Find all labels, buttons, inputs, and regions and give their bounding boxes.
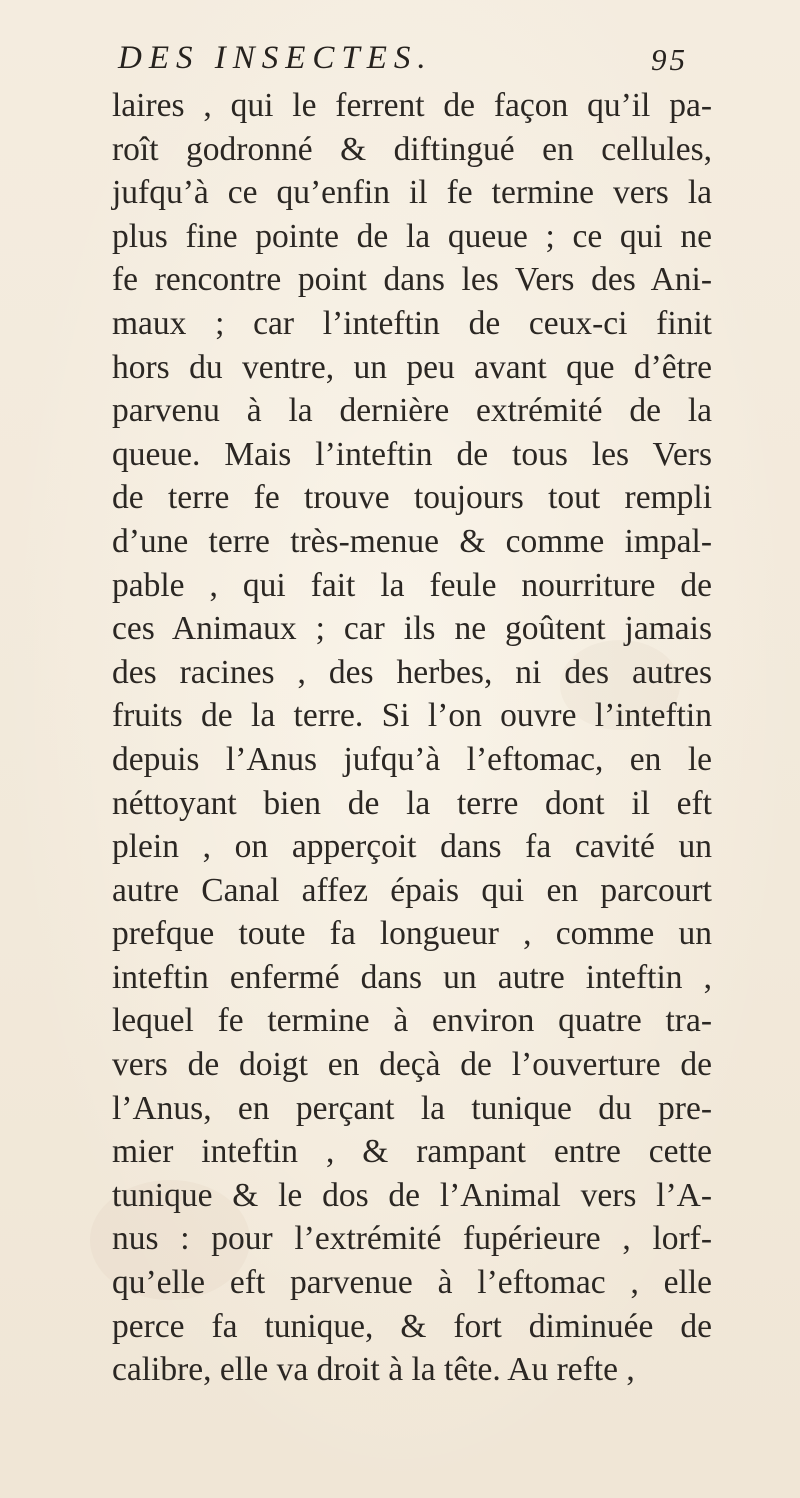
text-line: des racines , des herbes, ni des autres — [112, 653, 712, 691]
text-line: jufqu’à ce qu’enfin il fe termine vers la — [112, 174, 712, 212]
text-line: parvenu à la dernière extrémité de la — [112, 392, 712, 430]
text-line: inteftin enfermé dans un autre inteftin , — [112, 958, 712, 996]
text-line: ces Animaux ; car ils ne goûtent jamais — [112, 610, 712, 648]
text-line: prefque toute fa longueur , comme un — [112, 915, 712, 953]
text-line: depuis l’Anus jufqu’à l’eftomac, en le — [112, 740, 712, 778]
text-line: roît godronné & diftingué en cellules, — [112, 130, 712, 168]
text-line: lequel fe termine à environ quatre tra- — [112, 1002, 712, 1040]
text-line: pable , qui fait la feule nourriture de — [112, 566, 712, 604]
text-line: tunique & le dos de l’Animal vers l’A- — [112, 1176, 712, 1214]
text-line: hors du ventre, un peu avant que d’être — [112, 348, 712, 386]
text-line: de terre fe trouve toujours tout rempli — [112, 479, 712, 517]
body-text — [112, 84, 712, 1392]
text-line: plus fine pointe de la queue ; ce qui ne — [112, 217, 712, 255]
text-line: plein , on apperçoit dans fa cavité un — [112, 828, 712, 866]
text-line: vers de doigt en deçà de l’ouverture de — [112, 1046, 712, 1084]
text-line: calibre, elle va droit à la tête. Au refte , — [112, 1351, 635, 1389]
running-head — [108, 40, 688, 90]
text-line: d’une terre très-menue & comme impal- — [112, 522, 712, 560]
text-line: fruits de la terre. Si l’on ouvre l’inteftin — [112, 697, 712, 735]
text-line: fe rencontre point dans les Vers des Ani- — [112, 261, 712, 299]
text-line: mier inteftin , & rampant entre cette — [112, 1133, 712, 1171]
text-line: queue. Mais l’inteftin de tous les Vers — [112, 435, 712, 473]
text-line: nus : pour l’extrémité fupérieure , lorf- — [112, 1220, 712, 1258]
text-line: qu’elle eft parvenue à l’eftomac , elle — [112, 1264, 712, 1302]
text-line: l’Anus, en perçant la tunique du pre- — [112, 1089, 712, 1127]
page-number: 95 — [651, 42, 688, 77]
text-line: autre Canal affez épais qui en parcourt — [112, 871, 712, 909]
text-line: laires , qui le ferrent de façon qu’il pa- — [112, 87, 712, 124]
text-line: maux ; car l’inteftin de ceux-ci finit — [112, 304, 712, 342]
text-line: néttoyant bien de la terre dont il eft — [112, 784, 712, 822]
running-title: DES INSECTES. — [118, 40, 433, 76]
text-line: perce fa tunique, & fort diminuée de — [112, 1307, 712, 1345]
